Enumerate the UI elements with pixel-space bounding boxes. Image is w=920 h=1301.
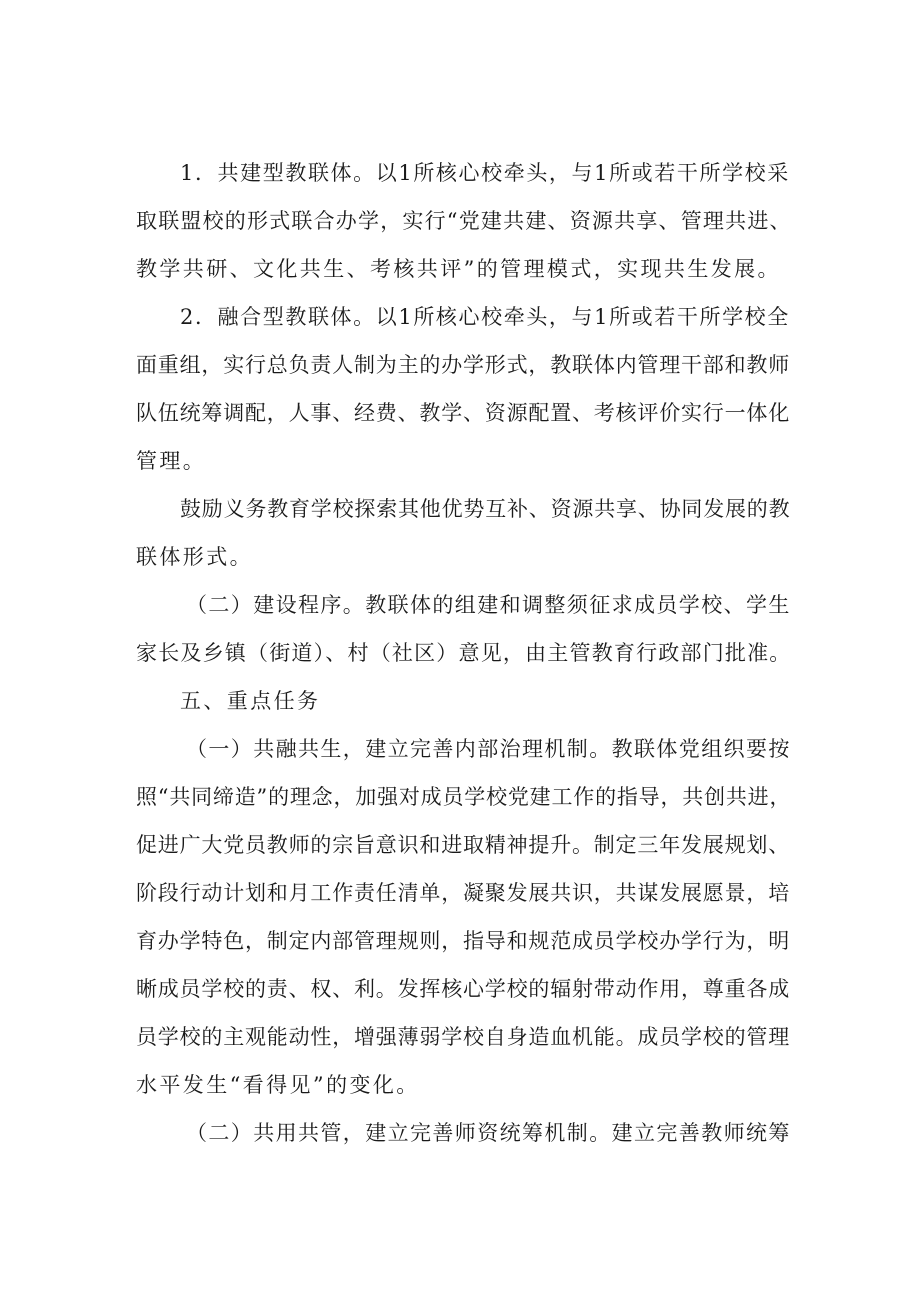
text-line-1: 1．共建型教联体。以1所核心校牵头，与1所或若干所学校采: [180, 161, 790, 185]
text-line-13: （一）共融共生，建立完善内部治理机制。教联体党组织要按: [186, 737, 791, 761]
text-line-6: 队伍统筹调配，人事、经费、教学、资源配置、考核评价实行一体化: [136, 401, 790, 425]
text-line-10: （二）建设程序。教联体的组建和调整须征求成员学校、学生: [186, 593, 791, 617]
text-line-11: 家长及乡镇（街道）、村（社区）意见，由主管教育行政部门批准。: [136, 641, 792, 665]
text-line-4: 2．融合型教联体。以1所核心校牵头，与1所或若干所学校全: [180, 305, 790, 329]
text-line-14: 照“共同缔造”的理念，加强对成员学校党建工作的指导，共创共进，: [136, 785, 792, 809]
text-line-17: 育办学特色，制定内部管理规则，指导和规范成员学校办学行为，明: [136, 929, 790, 953]
text-line-3: 教学共研、文化共生、考核共评”的管理模式，实现共生发展。: [136, 257, 781, 281]
text-line-21: （二）共用共管，建立完善师资统筹机制。建立完善教师统筹: [186, 1121, 791, 1145]
text-line-8: 鼓励义务教育学校探索其他优势互补、资源共享、协同发展的教: [180, 497, 791, 521]
text-line-5: 面重组，实行总负责人制为主的办学形式，教联体内管理干部和教师: [136, 353, 790, 377]
text-line-18: 晰成员学校的责、权、利。发挥核心学校的辐射带动作用，尊重各成: [136, 977, 790, 1001]
text-line-9: 联体形式。: [136, 545, 253, 569]
text-line-16: 阶段行动计划和月工作责任清单，凝聚发展共识，共谋发展愿景，培: [136, 881, 790, 905]
section-heading: 五、重点任务: [180, 689, 321, 713]
text-line-2: 取联盟校的形式联合办学，实行“党建共建、资源共享、管理共进、: [136, 209, 792, 233]
text-line-15: 促进广大党员教师的宗旨意识和进取精神提升。制定三年发展规划、: [136, 833, 790, 857]
text-line-19: 员学校的主观能动性，增强薄弱学校自身造血机能。成员学校的管理: [136, 1025, 790, 1049]
text-line-20: 水平发生“看得见”的变化。: [136, 1073, 420, 1097]
text-line-7: 管理。: [136, 449, 207, 473]
